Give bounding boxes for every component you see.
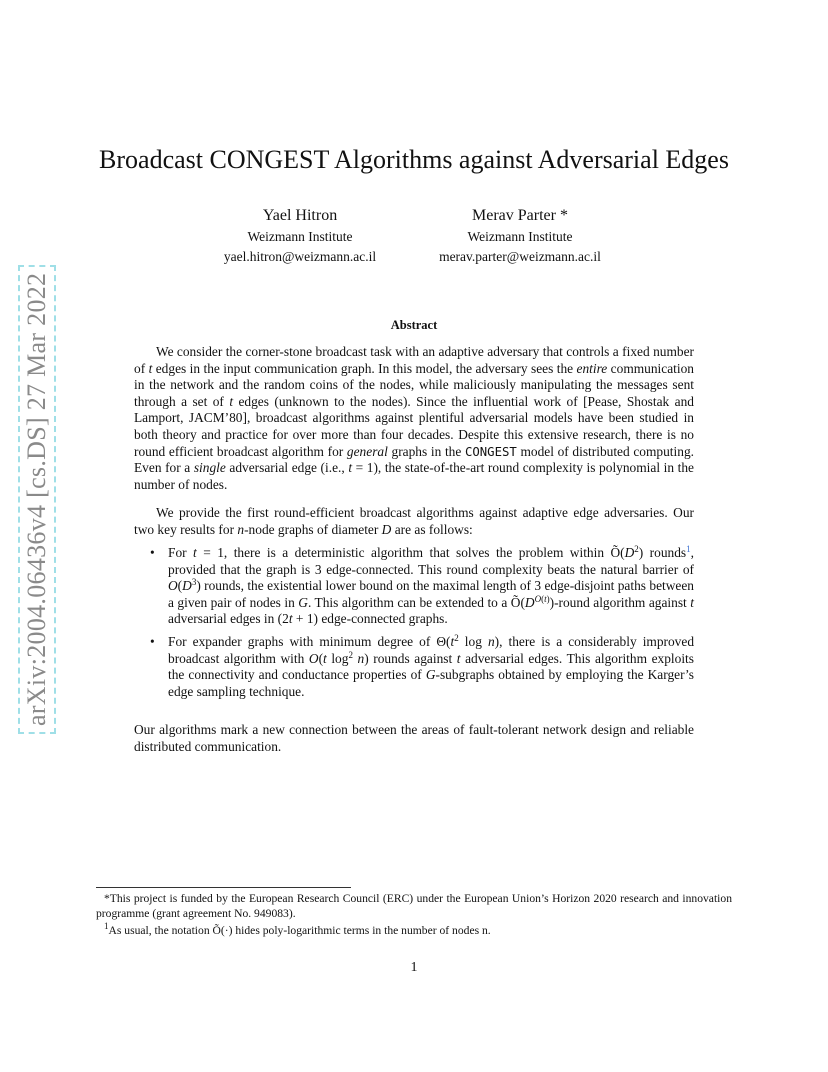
footnote-funding: *This project is funded by the European Research Council (ERC) under the European Union’s Horizon 2020 research and innovation programme (grant agreement No. 949083). [96,892,732,920]
bullet-icon: • [150,545,155,560]
author-email: merav.parter@weizmann.ac.il [439,249,601,264]
abstract-paragraph-1: We consider the corner-stone broadcast task with an adaptive adversary that controls a fixed number of t edges in the input communication graph. In this model, the adversary sees the entire communication in the network and the random coins of the nodes, while maliciously manipulating the messages sent through a set of t edges (unknown to the nodes). Since the influential work of [Pease, Shostak and Lamport, JACM’80], broadcast algorithms against plentiful adversarial models have been studied in both theory and practice for over more than four decades. Despite this extensive research, there is no round efficient broadcast algorithm for general graphs in the CONGEST model of distributed computing. Even for a single adversarial edge (i.e., t = 1), the state-of-the-art round complexity is polynomial in the number of nodes. [134,344,694,492]
author-affiliation: Weizmann Institute [247,229,353,244]
abstract-paragraph-3: Our algorithms mark a new connection between the areas of fault-tolerant network design and reliable distributed communication. [134,722,694,754]
author-block-2 [420,205,620,267]
author-name: Yael Hitron [262,207,338,224]
footnote-marker: 1 [104,921,109,931]
list-item: • For t = 1, there is a deterministic algorithm that solves the problem within $Õ(D^2)$ rounds$^1$, provided that the graph is 3 edge-connected. This round complexity beats the natural barrier of $O(D^3)$ rounds, the existential lower bound on the maximal length of 3 edge-disjoint paths between a given pair of nodes in G. This algorithm can be extended to a $Õ(D^{O(t)})$-round algorithm against t adversarial edges in (2t + 1) edge-connected graphs. [150,544,694,627]
results-list [150,545,694,706]
list-item: • For expander graphs with minimum degree of $\Theta(t^2$ log n), there is a considerably improved broadcast algorithm with O(t $\log^2 n$) rounds against t adversarial edges. This algorithm exploits the connectivity and conductance properties of G-subgraphs obtained by employing the Karger’s edge sampling technique. [150,632,695,699]
footnote-notation [96,923,732,938]
bullet-icon: • [150,633,155,649]
author-affiliation: Weizmann Institute [467,229,573,244]
footnote-text: As usual, the notation Õ(·) hides poly-logarithmic terms in the number of nodes n. [108,924,491,937]
footnote-rule [96,887,351,888]
abstract-paragraph-2: We provide the first round-efficient broadcast algorithms against adaptive edge adversaries. Our two key results for n-node graphs of diameter D are as follows: [134,505,694,537]
page-number: 1 [410,960,418,975]
paper-title: Broadcast CONGEST Algorithms against Adversarial Edges [99,145,729,174]
footnote-link[interactable]: 1 [686,544,691,554]
author-block-1 [200,205,400,267]
arxiv-stamp: arXiv:2004.06436v4 [cs.DS] 27 Mar 2022 [18,265,56,734]
author-email: yael.hitron@weizmann.ac.il [223,249,377,264]
author-name: Merav Parter * [472,207,568,224]
abstract-heading: Abstract [390,318,438,332]
